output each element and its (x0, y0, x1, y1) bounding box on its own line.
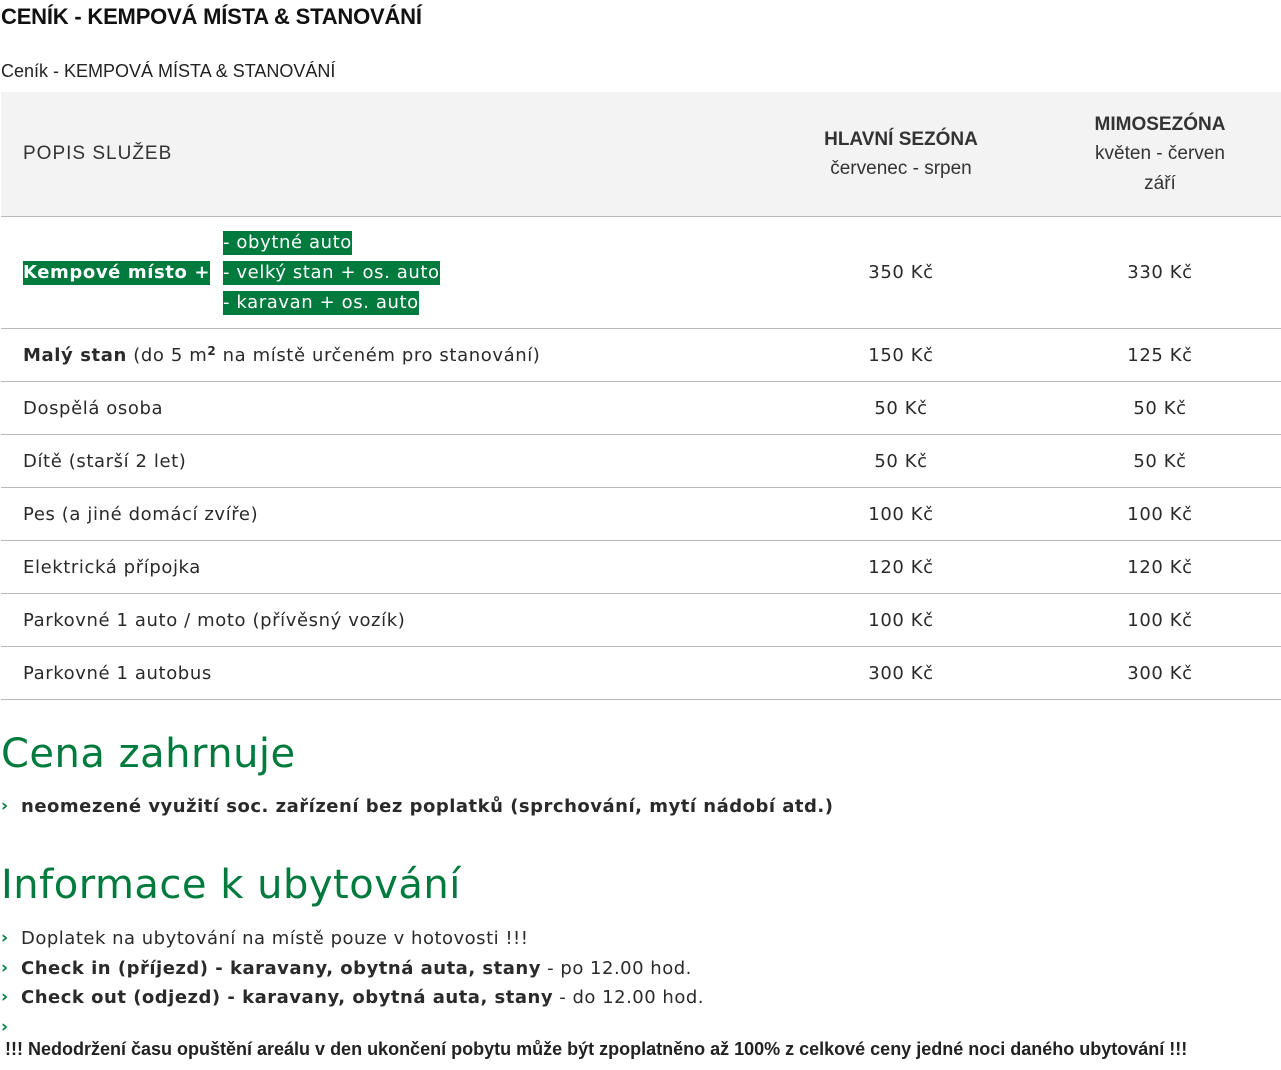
camp-site-label: Kempové místo + (23, 261, 211, 283)
table-row (1, 647, 1281, 700)
header-services: POPIS SLUŽEB (1, 92, 763, 217)
chevron-right-icon: › (1, 1016, 9, 1037)
header-main-season (763, 92, 1039, 217)
small-tent-post: na místě určeném pro stanování) (216, 345, 541, 366)
price-main-season: 50 Kč (763, 382, 1039, 435)
camp-option: - velký stan + os. auto (223, 261, 440, 283)
table-row-small-tent (1, 329, 1281, 382)
main-season-months: červenec - srpen (830, 157, 972, 179)
off-season-months-1: květen - červen (1095, 142, 1225, 164)
camp-site-options (223, 228, 440, 318)
price-off-season: 300 Kč (1039, 647, 1281, 700)
service-label: Elektrická přípojka (1, 541, 763, 594)
table-row (1, 488, 1281, 541)
chevron-right-icon: › (1, 796, 9, 816)
page-title: CENÍK - KEMPOVÁ MÍSTA & STANOVÁNÍ (1, 4, 422, 29)
off-season-months-2: září (1144, 172, 1176, 194)
small-tent-description (1, 329, 763, 382)
chevron-right-icon: › (1, 987, 9, 1007)
price-off-season: 100 Kč (1039, 488, 1281, 541)
price-off-season: 50 Kč (1039, 435, 1281, 488)
header-off-season (1039, 92, 1281, 217)
service-label: Pes (a jiné domácí zvíře) (1, 488, 763, 541)
list-item (1, 924, 704, 954)
info-heading: Informace k ubytování (1, 862, 461, 908)
table-header-row (1, 92, 1281, 217)
main-season-name: HLAVNÍ SEZÓNA (824, 128, 978, 150)
list-item (1, 954, 704, 984)
list-item (1, 983, 704, 1013)
info-list (1, 924, 704, 1037)
small-tent-label: Malý stan (23, 345, 127, 366)
info-item-text: Doplatek na ubytování na místě pouze v hotovosti !!! (21, 928, 529, 949)
off-season-name: MIMOSEZÓNA (1094, 113, 1226, 135)
price-off-season: 125 Kč (1039, 329, 1281, 382)
service-label: Dítě (starší 2 let) (1, 435, 763, 488)
camp-option: - karavan + os. auto (223, 291, 419, 313)
chevron-right-icon: › (1, 928, 9, 948)
price-off-season: 50 Kč (1039, 382, 1281, 435)
price-off-season: 100 Kč (1039, 594, 1281, 647)
includes-item-text: neomezené využití soc. zařízení bez poplatků (sprchování, mytí nádobí atd.) (21, 796, 834, 817)
price-main-season: 300 Kč (763, 647, 1039, 700)
price-main-season: 350 Kč (763, 217, 1039, 329)
table-row (1, 594, 1281, 647)
includes-list (1, 792, 833, 822)
info-item-text: - do 12.00 hod. (553, 987, 704, 1008)
list-item (1, 792, 833, 822)
chevron-right-icon: › (1, 957, 9, 978)
table-row (1, 541, 1281, 594)
price-main-season: 100 Kč (763, 594, 1039, 647)
table-row-camp-site (1, 217, 1281, 329)
info-item-bold: Check out (odjezd) - karavany, obytná auta, stany (21, 987, 554, 1008)
price-off-season: 120 Kč (1039, 541, 1281, 594)
superscript-2: 2 (207, 344, 217, 358)
service-label: Parkovné 1 autobus (1, 647, 763, 700)
warning-text: !!! Nedodržení času opuštění areálu v den ukončení pobytu může být zpoplatněno až 100% z celkové ceny jedné noci daného ubytování !!! (5, 1039, 1188, 1059)
service-label: Parkovné 1 auto / moto (přívěsný vozík) (1, 594, 763, 647)
table-row (1, 382, 1281, 435)
includes-heading: Cena zahrnuje (1, 731, 296, 777)
info-item-bold: Check in (příjezd) - karavany, obytná auta, stany (21, 957, 541, 979)
price-main-season: 100 Kč (763, 488, 1039, 541)
service-label: Dospělá osoba (1, 382, 763, 435)
camp-option: - obytné auto (223, 231, 352, 253)
price-main-season: 120 Kč (763, 541, 1039, 594)
table-caption: Ceník - KEMPOVÁ MÍSTA & STANOVÁNÍ (1, 61, 336, 81)
info-item-text: - po 12.00 hod. (540, 957, 692, 979)
price-main-season: 150 Kč (763, 329, 1039, 382)
small-tent-pre: (do 5 m (126, 345, 208, 366)
price-main-season: 50 Kč (763, 435, 1039, 488)
price-off-season: 330 Kč (1039, 217, 1281, 329)
table-row (1, 435, 1281, 488)
camp-site-description (1, 217, 763, 329)
price-table (1, 92, 1281, 700)
